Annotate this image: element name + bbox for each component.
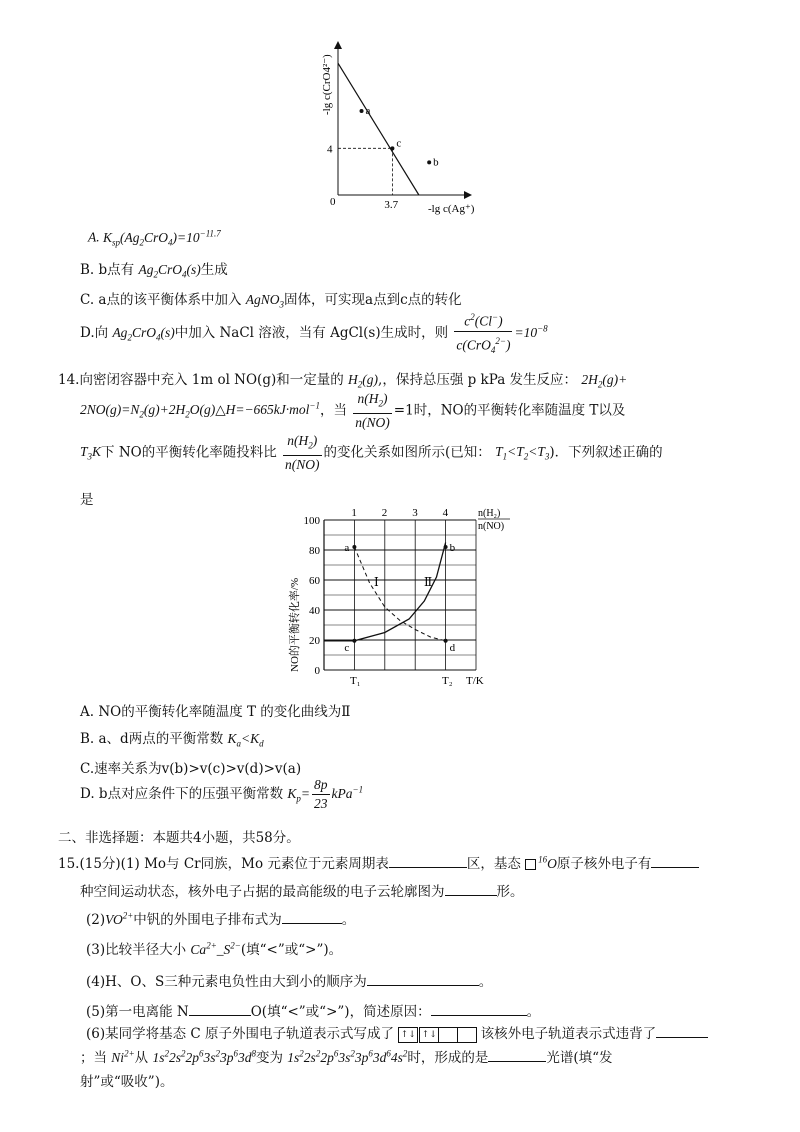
y-ticks [304,515,321,677]
point-label-d: d [449,641,456,654]
y-tick-label: 60 [309,575,320,587]
top-ticks [351,507,448,519]
box-symbol-icon [525,859,536,870]
y-axis-label: NO的平衡转化率/% [289,577,301,672]
x-axis-label: -lg c(Ag⁺) [428,203,475,215]
q15-line9: 射”或“吸收”)。 [80,1074,174,1090]
q13-option-d: D.向 $Ag_2CrO_4(s)$中加入 NaCl 溶液，当有 AgCl(s)生成时，则 $\frac{c^2(Cl^-)}{c(CrO_4^{2-})}$ $=10^{-8}$ [80,308,548,359]
point-a [360,109,364,113]
q14-line1: 14.向密闭容器中充入 1m ol NO(g)和一定量的 $H_2(g)$,，保持总压强 p kPa 发生反应： $2H_2(g)+$ [58,372,628,390]
point-c [390,146,394,150]
x-tick-t1: T₁ [350,675,361,687]
q15-line1: 15.(15分)(1) Mo与 Cr同族，Mo 元素位于元素周期表 区，基态 $^{16}$O原子核外电子有 [58,852,699,872]
points [344,542,455,654]
top-tick-label: 3 [412,507,418,519]
point-a [352,545,356,549]
q13-option-c: C. a点的该平衡体系中加入 AgNO$_3$固体，可实现a点到c点的转化 [80,292,462,310]
q15-line2: 种空间运动状态，核外电子占据的最高能级的电子云轮廓图为 形。 [80,884,524,900]
q14-line4: 是 [80,492,94,508]
q15-line3: $(2)VO^{2+}$中钒的外围电子排布式为 。 [86,910,356,928]
region-label-2: Ⅱ [424,575,433,589]
orbital-diagram: ↑↓ ↑↓ [398,1026,476,1043]
point-d [444,639,448,643]
x-tick-t2: T₂ [442,675,453,687]
chart-ksp [300,40,520,225]
point-c [352,639,356,643]
q13-option-b: B. b点有 $Ag_2CrO_4(s)$生成 [80,262,228,280]
point-label-a: a [344,542,350,554]
q14-line2: $2NO(g)=N_2(g)+2H_2O(g)\triangle H=-665kJ\cdot mol^{-1}$，当 $\frac{n(H_2)}{n(NO)}$ =1时，NO的平衡转化率随温度 T以及 [80,391,626,430]
dashed-curve [354,547,445,641]
q13-option-a: A. $K_{sp}(Ag_2CrO_4)=10^{-11.7}$ [88,228,221,248]
q15-line4: (3)比较半径大小 $Ca^{2+}\_S^{2-}$(填“<”或“>”)。 [86,940,343,958]
region-label-1: Ⅰ [374,575,379,589]
q15-line7: (6)某同学将基态 C 原子外围电子轨道表示式写成了 ↑↓ ↑↓ 该核外电子轨道表示式违背了 [86,1022,708,1043]
top-tick-label: 4 [442,507,449,519]
origin-label: 0 [330,196,336,208]
y-axis-label: -lg c(CrO4²⁻) [321,54,333,115]
x-axis-label: T/K [466,675,484,687]
point-b [444,545,448,549]
y-tick-label: 4 [327,143,333,156]
y-tick-label: 20 [309,635,320,647]
point-a-label: a [365,105,371,117]
section-2-heading: 二、非选择题：本题共4小题，共58分。 [58,830,300,846]
q14-option-c: C.速率关系为v(b)>v(c)>v(d)>v(a) [80,761,302,777]
y-tick-label: 80 [309,545,320,557]
y-tick-label: 0 [314,665,320,677]
equilibrium-line [338,63,419,195]
q14-option-d: D. b点对应条件下的压强平衡常数 $K_p=$ $\frac{8p}{23}$ kPa$^{-1}$ [80,777,364,811]
y-tick-label: 100 [303,515,320,527]
top-axis-num: n(H₂) [478,508,501,519]
q15-line6: (5)第一电离能 N O(填“<”或“>”)，简述原因： 。 [86,1004,541,1020]
q14-option-b: B. a、d两点的平衡常数 $K_a<K_d$ [80,731,264,749]
point-b-label: b [433,156,439,169]
point-c-label: c [396,137,402,150]
top-axis-den: n(NO) [478,521,505,532]
q15-line8: ；当 $Ni^{2+}$从 $1s^22s^22p^63s^23p^63d^8$变为 $1s^22s^22p^63s^23p^63d^64s^2$时，形成的是 光谱(填“发 [80,1048,613,1066]
top-tick-label: 1 [351,507,357,519]
point-label-b: b [449,542,456,554]
y-tick-label: 40 [309,605,320,617]
point-b [427,160,431,164]
q14-line3: $T_3K$下 NO的平衡转化率随投料比 $\frac{n(H_2)}{n(NO)}$ 的变化关系如图所示(已知： $T_1<T_2<T_3$)．下列叙述正确的 [80,433,663,472]
point-label-c: c [344,641,350,654]
chart-no-conversion [282,504,522,690]
top-tick-label: 2 [381,507,388,519]
q15-line5: (4)H、O、S三种元素电负性由大到小的顺序为 。 [86,974,493,990]
x-tick-label: 3.7 [384,199,399,211]
q14-option-a: A. NO的平衡转化率随温度 T 的变化曲线为Ⅱ [80,704,351,720]
